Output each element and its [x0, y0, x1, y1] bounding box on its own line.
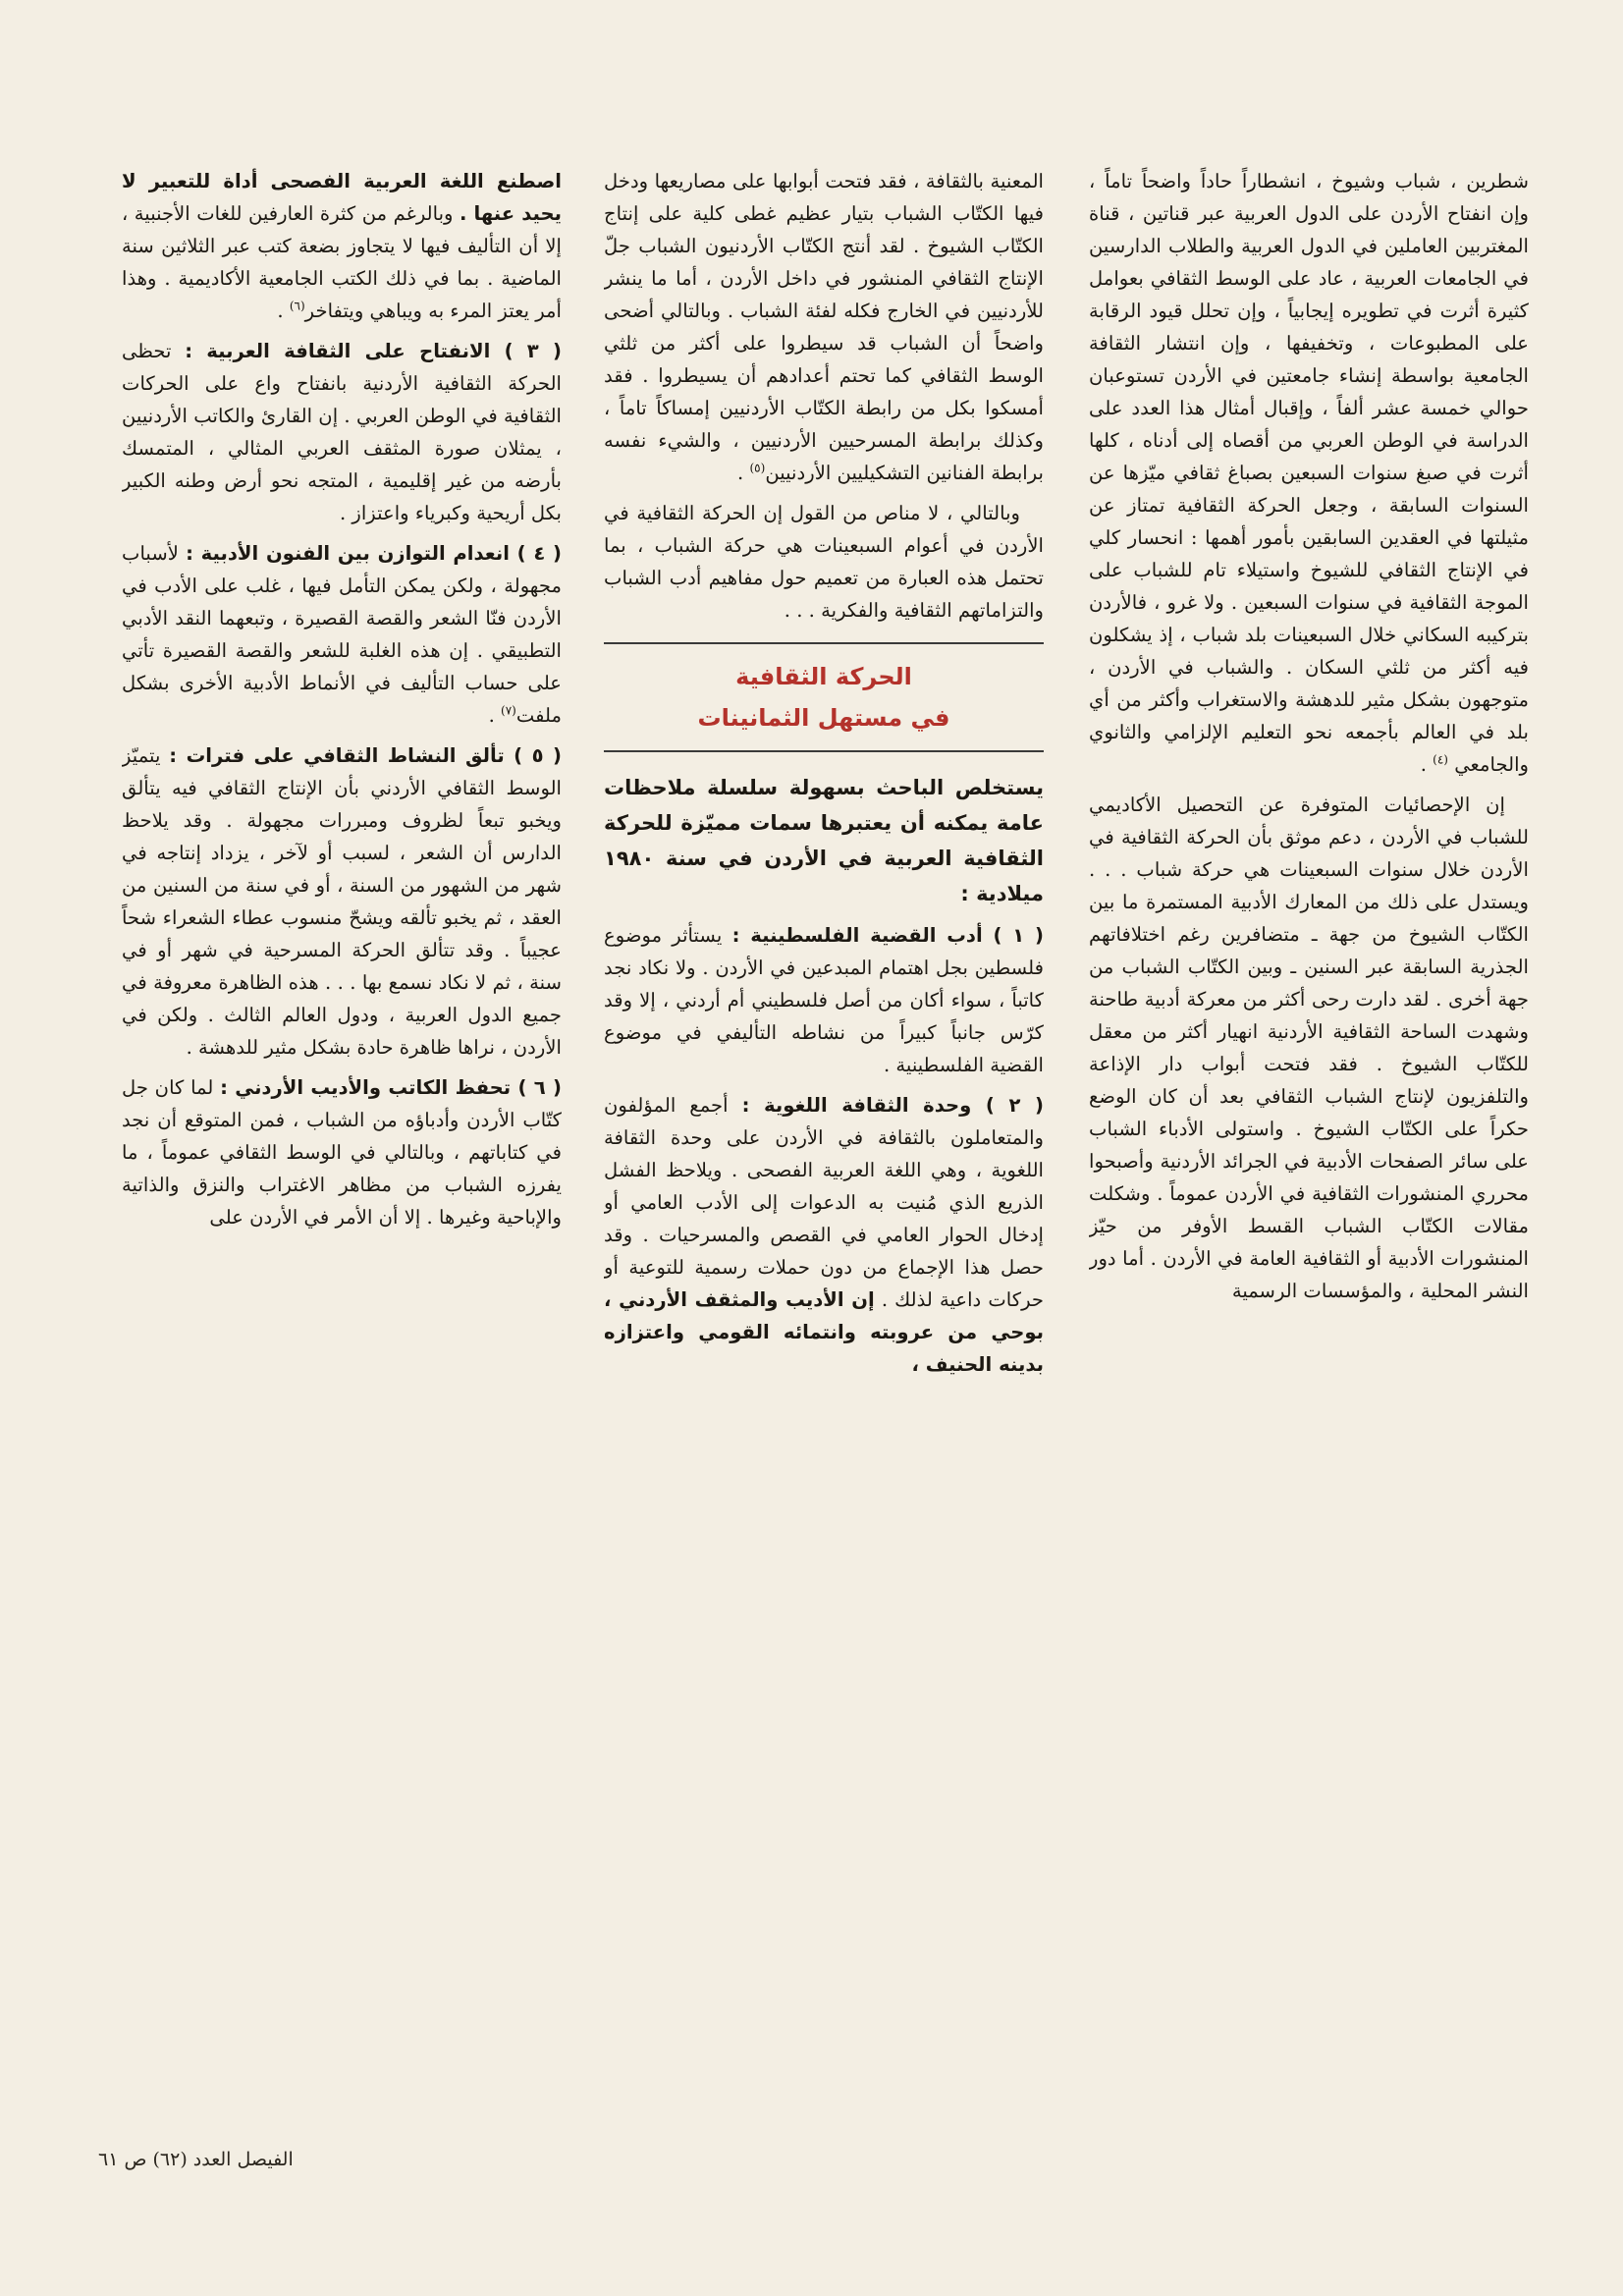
section-title-line-2: في مستهل الثمانينات — [697, 704, 950, 732]
footnote-ref: (٤) — [1433, 752, 1448, 767]
lead-paragraph: يستخلص الباحث بسهولة سلسلة ملاحظات عامة يمكنه أن يعتبرها سمات مميّزة للحركة الثقافية العربية في الأردن في سنة ١٩٨٠ ميلادية : — [604, 776, 1044, 905]
point-heading: ( ١ ) أدب القضية الفلسطينية : — [731, 924, 1044, 947]
paragraph: اصطنع اللغة العربية الفصحى أداة للتعبير لا يحيد عنها . وبالرغم من كثرة العارفين للغات الأجنبية ، إلا أن التأليف فيها لا يتجاوز بضعة كتب عبر الثلاثين سنة الماضية . بما في ذلك الكتب الجامعية الأكاديمية . وهذا أمر يعتز المرء به ويباهي ويتفاخر$^{(٦)}$ . — [122, 170, 562, 322]
point-heading: ( ٤ ) انعدام التوازن بين الفنون الأدبية : — [186, 542, 562, 565]
column-right — [1089, 165, 1529, 2102]
point-heading: ( ٥ ) تألق النشاط الثقافي على فترات : — [169, 744, 562, 767]
page-footer: الفيصل العدد (٦٢) ص ٦١ — [98, 2149, 294, 2170]
numbered-point: ( ٥ ) تألق النشاط الثقافي على فترات : يتميّز الوسط الثقافي الأردني بأن الإنتاج الثقافي فيه يتألق ويخبو تبعاً لظروف ومبررات مجهولة . وقد يلاحظ الدارس أن الشعر ، لسبب أو لآخر ، يزداد إنتاجه في شهر من الشهور من السنة ، أو في سنة من السنين من العقد ، ثم يخبو تألقه ويشحّ منسوب عطاء الشعراء شحاً عجيباً . وقد تتألق الحركة المسرحية في شهر أو في سنة ، ثم لا نكاد نسمع بها . . . هذه الظاهرة معروفة في جميع الدول العربية ، ودول العالم الثالث . ولكن في الأردن ، نراها ظاهرة حادة بشكل مثير للدهشة . — [122, 744, 562, 1059]
column-middle — [604, 165, 1044, 2102]
footnote-ref: (٥) — [749, 461, 766, 475]
footnote-ref: (٦) — [289, 299, 305, 313]
numbered-point: ( ١ ) أدب القضية الفلسطينية : يستأثر موضوع فلسطين بجل اهتمام المبدعين في الأردن . ولا نكاد نجد كاتباً ، سواء أكان من أصل فلسطيني أم أردني ، إلا وقد كرّس جانباً كبيراً من نشاطه التأليفي في موضوع القضية الفلسطينية . — [604, 924, 1044, 1076]
point-heading: ( ٢ ) وحدة الثقافة اللغوية : — [741, 1094, 1044, 1117]
section-title-line-1: الحركة الثقافية — [735, 663, 912, 690]
bold-statement: إن الأديب والمثقف الأردني ، بوحي من عروبته وانتمائه القومي واعتزازه بدينه الحنيف ، — [604, 1288, 1044, 1376]
footnote-ref: (٧) — [501, 703, 516, 718]
paragraph: وبالتالي ، لا مناص من القول إن الحركة الثقافية في الأردن في أعوام السبعينات هي حركة الشباب ، بما تحتمل هذه العبارة من تعميم حول مفاهيم أدب الشباب والتزاماتهم الثقافية والفكرية . . . — [604, 502, 1044, 622]
paragraph: المعنية بالثقافة ، فقد فتحت أبوابها على مصاريعها ودخل فيها الكتّاب الشباب بتيار عظيم غطى كلية على إنتاج الكتّاب الشيوخ . لقد أنتج الكتّاب الأردنيون الشباب جلّ الإنتاج الثقافي المنشور في داخل الأردن ، أما ما ينشر للأردنيين في الخارج فكله لفئة الشباب . وبالتالي أضحى واضحاً أن الشباب قد سيطروا على أكثر من ثلثي الوسط الثقافي كما تحتم أعدادهم أن يسيطروا . فقد أمسكوا بكل من رابطة الكتّاب الأردنيين إمساكاً تاماً ، وكذلك برابطة المسرحيين الأردنيين ، والشيء نفسه برابطة الفنانين التشكيليين الأردنيين$^{(٥)}$ . — [604, 170, 1044, 484]
numbered-point: ( ٤ ) انعدام التوازن بين الفنون الأدبية : لأسباب مجهولة ، ولكن يمكن التأمل فيها ، غلب على الأدب في الأردن فنّا الشعر والقصة القصيرة ، وتبعهما النقد الأدبي التطبيقي . إن هذه الغلبة للشعر والقصة القصيرة تأتي على حساب التأليف في الأنماط الأدبية الأخرى بشكل ملفت$^{(٧)}$ . — [122, 542, 562, 727]
point-heading: ( ٣ ) الانفتاح على الثقافة العربية : — [185, 340, 562, 362]
paragraph: شطرين ، شباب وشيوخ ، انشطاراً حاداً واضحاً تاماً ، وإن انفتاح الأردن على الدول العربية عبر قناتين ، قناة المغتربين العاملين في الدول العربية والطلاب الدارسين في الجامعات العربية ، عاد على الوسط الثقافي بعوامل كثيرة أثرت في تطويره إيجابياً ، وإن تحلل قيود الرقابة على المطبوعات ، وتخفيفها ، وإن انتشار الثقافة الجامعية بواسطة إنشاء جامعتين في الأردن تستوعبان حوالي خمسة عشر ألفاً ، وإقبال أمثال هذا العدد على الدراسة في الوطن العربي من أقصاه إلى أدناه ، كلها أثرت في صبغ سنوات السبعين بصباغ ثقافي ميّزها عن السنوات السابقة ، وجعل الحركة الثقافية تمتاز عن مثيلتها في العقدين السابقين بأمور أهمها : انحسار كلي في الإنتاج الثقافي للشيوخ واستيلاء تام للشباب على الموجة الثقافية في سنوات السبعين . ولا غرو ، فالأردن بتركيبه السكاني خلال السبعينات بلد شباب ، إذ يشكلون فيه أكثر من ثلثي السكان . والشباب في الأردن ، متوجهون بشكل مثير للدهشة والاستغراب وأكثر من أي بلد في العالم بأجمعه نحو التعليم الإلزامي والثانوي والجامعي $^{(٤)}$ . — [1089, 170, 1529, 776]
section-title-box — [604, 642, 1044, 752]
point-heading: ( ٦ ) تحفظ الكاتب والأديب الأردني : — [220, 1076, 562, 1099]
column-left — [122, 165, 562, 2102]
numbered-point: ( ٣ ) الانفتاح على الثقافة العربية : تحظى الحركة الثقافية الأردنية بانفتاح واع على الحركات الثقافية في الوطن العربي . إن القارئ والكاتب الأردنيين ، يمثلان صورة المثقف العربي المثالي ، المتمسك بأرضه من غير إقليمية ، المتجه نحو أرض وطنه الكبير بكل أريحية وكبرياء واعتزاز . — [122, 340, 562, 524]
numbered-point: ( ٢ ) وحدة الثقافة اللغوية : أجمع المؤلفون والمتعاملون بالثقافة في الأردن على وحدة الثقافة اللغوية ، وهي اللغة العربية الفصحى . ويلاحظ الفشل الذريع الذي مُنيت به الدعوات إلى الأدب العامي أو إدخال الحوار العامي في القصص والمسرحيات . وقد حصل هذا الإجماع من دون حملات رسمية للتوعية أو حركات داعية لذلك . إن الأديب والمثقف الأردني ، بوحي من عروبته وانتمائه القومي واعتزازه بدينه الحنيف ، — [604, 1094, 1044, 1376]
numbered-point: ( ٦ ) تحفظ الكاتب والأديب الأردني : لما كان جل كتّاب الأردن وأدباؤه من الشباب ، فمن المتوقع أن نجد في كتاباتهم ، وبالتالي في الوسط الثقافي عموماً ، ما يفرزه الشباب من مظاهر الاغتراب والنزق والذاتية والإباحية وغيرها . إلا أن الأمر في الأردن على — [122, 1076, 562, 1229]
paragraph: إن الإحصائيات المتوفرة عن التحصيل الأكاديمي للشباب في الأردن ، دعم موثق بأن الحركة الثقافية في الأردن خلال سنوات السبعينات هي حركة شباب . . . ويستدل على ذلك من المعارك الأدبية المستمرة ما بين الكتّاب الشيوخ من جهة ـ متضافرين رغم اختلافاتهم الجذرية السابقة عبر السنين ـ وبين الكتّاب الشباب من جهة أخرى . لقد دارت رحى أكثر من معركة أدبية طاحنة وشهدت الساحة الثقافية الأردنية انهيار أكثر من معقل للكتّاب الشيوخ . فقد فتحت أبواب دار الإذاعة والتلفزيون لإنتاج الشباب الثقافي بعد أن كان الوضع حكراً على الكتّاب الشيوخ . واستولى الأدباء الشباب على سائر الصفحات الأدبية في الجرائد الأردنية وأصبحوا محرري المنشورات الثقافية في الأردن عموماً . وشكلت مقالات الكتّاب الشباب القسط الأوفر من حيّز المنشورات الأدبية أو الثقافية العامة في الأردن . أما دور النشر المحلية ، والمؤسسات الرسمية — [1089, 793, 1529, 1302]
bold-statement: اصطنع اللغة العربية الفصحى أداة للتعبير لا يحيد عنها . — [122, 170, 562, 225]
